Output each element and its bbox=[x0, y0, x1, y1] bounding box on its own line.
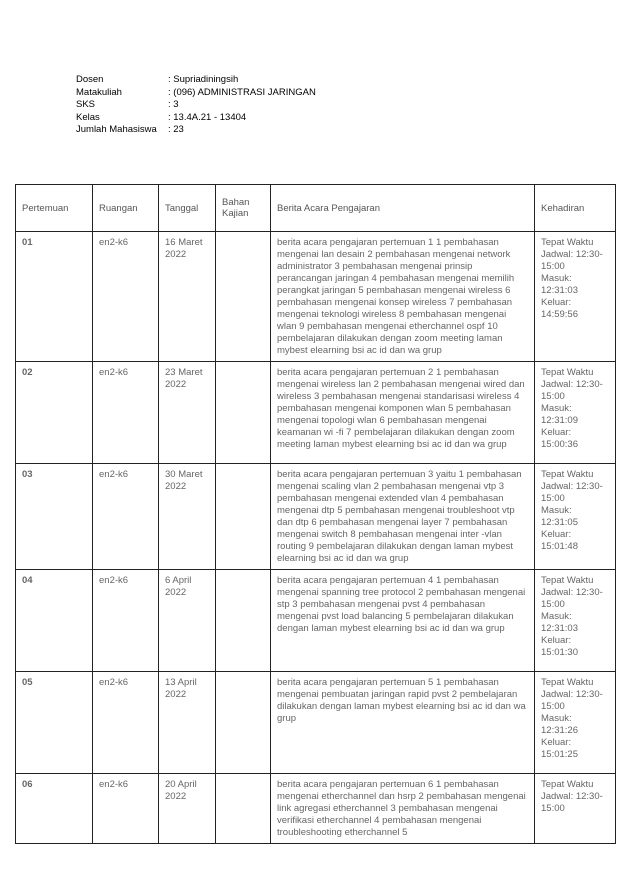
kehadiran-jadwal: Jadwal: 12:30-15:00 bbox=[541, 587, 603, 610]
jumlah-row bbox=[76, 124, 316, 137]
kehadiran-keluar: Keluar: 15:01:25 bbox=[541, 737, 578, 760]
kehadiran-cell bbox=[535, 362, 616, 464]
kehadiran-masuk: Masuk: 12:31:05 bbox=[541, 505, 578, 528]
dosen-value: : Supriadiningsih bbox=[168, 74, 239, 85]
kehadiran-keluar: Keluar: 15:01:48 bbox=[541, 529, 578, 552]
kelas-value: : 13.4A.21 - 13404 bbox=[168, 111, 247, 123]
jumlah-value: : 23 bbox=[168, 124, 184, 135]
berita-acara-cell: berita acara pengajaran pertemuan 1 1 pembahasan mengenai lan desain 2 pembahasan mengenai network administrator 3 pembahasan mengenai prinsip perancangan jaringan 4 pembahasan mengenai memilih perangkat jaringan 5 pembahasan mengenai wireless 6 pembahasan mengenai konsep wireless 7 pembahasan mengenai teknologi wireless 8 pembahasan mengenai wlan 9 pembahasan mengenai etherchannel ospf 10 pembelajaran dilakukan dengan zoom meeting laman mybest elearning bsi ac id dan wa grup bbox=[271, 232, 535, 362]
table-row bbox=[16, 362, 616, 464]
matakuliah-value: : (096) ADMINISTRASI JARINGAN bbox=[168, 86, 316, 98]
col-header-tanggal: Tanggal bbox=[159, 185, 216, 232]
col-header-kehadiran: Kehadiran bbox=[535, 185, 616, 232]
berita-acara-cell: berita acara pengajaran pertemuan 4 1 pembahasan mengenai spanning tree protocol 2 pembahasan mengenai stp 3 pembahasan mengenai pvst 4 pembahasan mengenai pvst load balancing 5 pembelajaran dilakukan dengan laman mybest elearning bsi ac id dan wa grup bbox=[271, 570, 535, 672]
kehadiran-status: Tepat Waktu bbox=[541, 469, 594, 480]
kehadiran-masuk: Masuk: 12:31:09 bbox=[541, 403, 578, 426]
dosen-label: Dosen bbox=[76, 74, 104, 85]
kehadiran-cell bbox=[535, 232, 616, 362]
tanggal-cell: 6 April 2022 bbox=[159, 570, 216, 672]
table-header-row bbox=[16, 185, 616, 232]
pertemuan-cell: 05 bbox=[16, 672, 93, 774]
kehadiran-keluar: Keluar: 14:59:56 bbox=[541, 297, 578, 320]
col-header-pertemuan: Pertemuan bbox=[16, 185, 93, 232]
pertemuan-cell: 03 bbox=[16, 464, 93, 570]
tanggal-cell: 30 Maret 2022 bbox=[159, 464, 216, 570]
tanggal-cell: 13 April 2022 bbox=[159, 672, 216, 774]
matakuliah-label: Matakuliah bbox=[76, 86, 122, 98]
course-info bbox=[76, 74, 316, 137]
kehadiran-status: Tepat Waktu bbox=[541, 677, 594, 688]
attendance-table bbox=[15, 184, 616, 844]
table-row bbox=[16, 774, 616, 844]
tanggal-cell: 23 Maret 2022 bbox=[159, 362, 216, 464]
ruangan-cell: en2-k6 bbox=[93, 570, 159, 672]
kehadiran-cell bbox=[535, 672, 616, 774]
col-header-bahan-kajian: Bahan Kajian bbox=[216, 185, 271, 232]
dosen-row bbox=[76, 74, 316, 87]
kehadiran-masuk: Masuk: 12:31:03 bbox=[541, 611, 578, 634]
kehadiran-masuk: Masuk: 12:31:26 bbox=[541, 713, 578, 736]
bahan-kajian-cell bbox=[216, 672, 271, 774]
table-row bbox=[16, 672, 616, 774]
kehadiran-keluar: Keluar: 15:00:36 bbox=[541, 427, 578, 450]
kehadiran-jadwal: Jadwal: 12:30-15:00 bbox=[541, 791, 603, 814]
kehadiran-masuk: Masuk: 12:31:03 bbox=[541, 273, 578, 296]
col-header-berita-acara: Berita Acara Pengajaran bbox=[271, 185, 535, 232]
pertemuan-cell: 01 bbox=[16, 232, 93, 362]
kehadiran-cell bbox=[535, 570, 616, 672]
bahan-kajian-cell bbox=[216, 232, 271, 362]
kehadiran-jadwal: Jadwal: 12:30-15:00 bbox=[541, 481, 603, 504]
kehadiran-status: Tepat Waktu bbox=[541, 779, 594, 790]
kelas-label: Kelas bbox=[76, 111, 100, 123]
kelas-row bbox=[76, 112, 316, 125]
table-row bbox=[16, 570, 616, 672]
table-row bbox=[16, 464, 616, 570]
kehadiran-jadwal: Jadwal: 12:30-15:00 bbox=[541, 379, 603, 402]
kehadiran-status: Tepat Waktu bbox=[541, 367, 594, 378]
bahan-kajian-cell bbox=[216, 464, 271, 570]
tanggal-cell: 16 Maret 2022 bbox=[159, 232, 216, 362]
kehadiran-keluar: Keluar: 15:01:30 bbox=[541, 635, 578, 658]
berita-acara-cell: berita acara pengajaran pertemuan 2 1 pembahasan mengenai wireless lan 2 pembahasan mengenai wired dan wireless 3 pembahasan mengenai standarisasi wireless 4 pembahasan mengenai komponen wlan 5 pembahasan mengenai topologi wlan 6 pembahasan mengenai keamanan wi -fi 7 pembelajaran dilakukan dengan zoom meeting laman mybest elearning bsi ac id dan wa grup bbox=[271, 362, 535, 464]
ruangan-cell: en2-k6 bbox=[93, 232, 159, 362]
kehadiran-jadwal: Jadwal: 12:30-15:00 bbox=[541, 689, 603, 712]
ruangan-cell: en2-k6 bbox=[93, 362, 159, 464]
ruangan-cell: en2-k6 bbox=[93, 464, 159, 570]
bahan-kajian-cell bbox=[216, 774, 271, 844]
pertemuan-cell: 04 bbox=[16, 570, 93, 672]
berita-acara-cell: berita acara pengajaran pertemuan 3 yaitu 1 pembahasan mengenai scaling vlan 2 pembahasan mengenai vtp 3 pembahasan mengenai extended vlan 4 pembahasan mengenai dtp 5 pembahasan mengenai troubleshoot vtp dan dtp 6 pembahasan mengenai layer 7 pembahasan mengenai switch 8 pembahasan mengenai inter -vlan routing 9 pembelajaran dilakukan dengan laman mybest elearning bsi ac id dan wa grup bbox=[271, 464, 535, 570]
berita-acara-cell: berita acara pengajaran pertemuan 5 1 pembahasan mengenai pembuatan jaringan rapid pvst 2 pembelajaran dilakukan dengan laman mybest elearning bsi ac id dan wa grup bbox=[271, 672, 535, 774]
sks-row bbox=[76, 99, 316, 112]
pertemuan-cell: 02 bbox=[16, 362, 93, 464]
matakuliah-row bbox=[76, 87, 316, 100]
bahan-kajian-cell bbox=[216, 570, 271, 672]
kehadiran-cell bbox=[535, 774, 616, 844]
kehadiran-cell bbox=[535, 464, 616, 570]
kehadiran-status: Tepat Waktu bbox=[541, 575, 594, 586]
kehadiran-jadwal: Jadwal: 12:30-15:00 bbox=[541, 249, 603, 272]
bahan-kajian-cell bbox=[216, 362, 271, 464]
sks-label: SKS bbox=[76, 99, 96, 110]
tanggal-cell: 20 April 2022 bbox=[159, 774, 216, 844]
col-header-ruangan: Ruangan bbox=[93, 185, 159, 232]
ruangan-cell: en2-k6 bbox=[93, 774, 159, 844]
pertemuan-cell: 06 bbox=[16, 774, 93, 844]
ruangan-cell: en2-k6 bbox=[93, 672, 159, 774]
jumlah-label: Jumlah Mahasiswa bbox=[76, 124, 157, 135]
berita-acara-cell: berita acara pengajaran pertemuan 6 1 pembahasan mengenai etherchannel dan hsrp 2 pembahasan mengenai link agregasi etherchannel 3 pembahasan mengenai verifikasi etherchannel 4 pembahasan mengenai troubleshooting etherchannel 5 bbox=[271, 774, 535, 844]
sks-value: : 3 bbox=[168, 99, 179, 110]
table-row bbox=[16, 232, 616, 362]
kehadiran-status: Tepat Waktu bbox=[541, 237, 594, 248]
